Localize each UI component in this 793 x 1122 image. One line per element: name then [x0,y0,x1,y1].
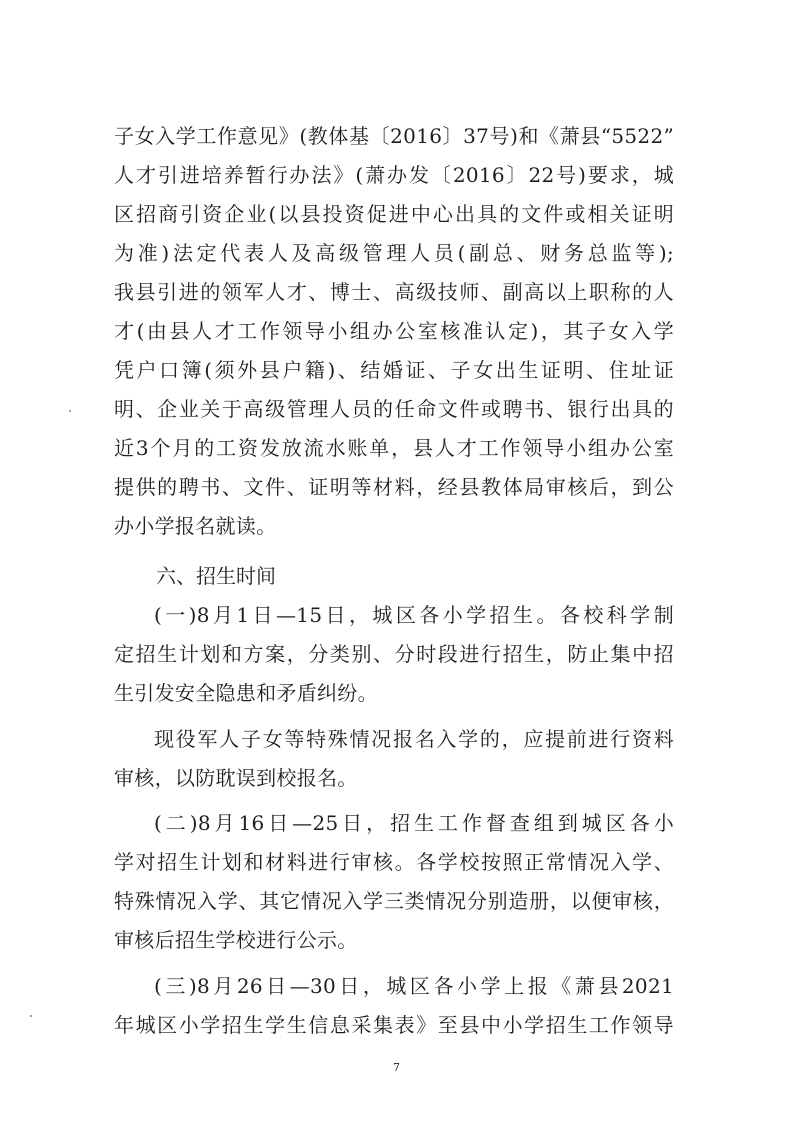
text-line: 子女入学工作意见》(教体基〔2016〕37号)和《萧县“5522” [114,124,674,148]
text-line: 特殊情况入学、其它情况入学三类情况分别造册，以便审核， [114,889,674,913]
text-line: 凭户口簿(须外县户籍)、结婚证、子女出生证明、住址证 [114,358,674,382]
text-line: 近3个月的工资发放流水账单，县人才工作领导小组办公室 [114,436,674,460]
text-line: 为准)法定代表人及高级管理人员(副总、财务总监等); [114,241,674,265]
text-line: 我县引进的领军人才、博士、高级技师、副高以上职称的人 [114,280,674,304]
text-line: 审核，以防耽误到校报名。 [114,766,358,790]
text-line: 年城区小学招生学生信息采集表》至县中小学招生工作领导 [114,1013,674,1037]
text-line: 办小学报名就读。 [114,514,277,538]
text-line: (二)8月16日—25日，招生工作督查组到城区各小 [154,811,674,835]
section-heading: 六、招生时间 [156,564,276,588]
scan-speck [69,410,71,412]
text-line: 现役军人子女等特殊情况报名入学的，应提前进行资料 [154,727,674,751]
text-line: 定招生计划和方案，分类别、分时段进行招生，防止集中招 [114,642,674,666]
text-line: 人才引进培养暂行办法》(萧办发〔2016〕22号)要求，城 [114,163,674,187]
text-line: 学对招生计划和材料进行审核。各学校按照正常情况入学、 [114,850,674,874]
text-line: 明、企业关于高级管理人员的任命文件或聘书、银行出具的 [114,397,674,421]
scan-speck [30,1015,32,1017]
text-line: 才(由县人才工作领导小组办公室核准认定)，其子女入学 [114,319,674,343]
text-line: (三)8月26日—30日，城区各小学上报《萧县2021 [154,974,674,998]
text-line: 生引发安全隐患和矛盾纠纷。 [114,681,378,705]
text-line: 审核后招生学校进行公示。 [114,928,358,952]
page-number: 7 [393,1061,400,1074]
text-line: 提供的聘书、文件、证明等材料，经县教体局审核后，到公 [114,475,674,499]
text-line: 区招商引资企业(以县投资促进中心出具的文件或相关证明 [114,202,674,226]
text-line: (一)8月1日—15日，城区各小学招生。各校科学制 [154,603,674,627]
